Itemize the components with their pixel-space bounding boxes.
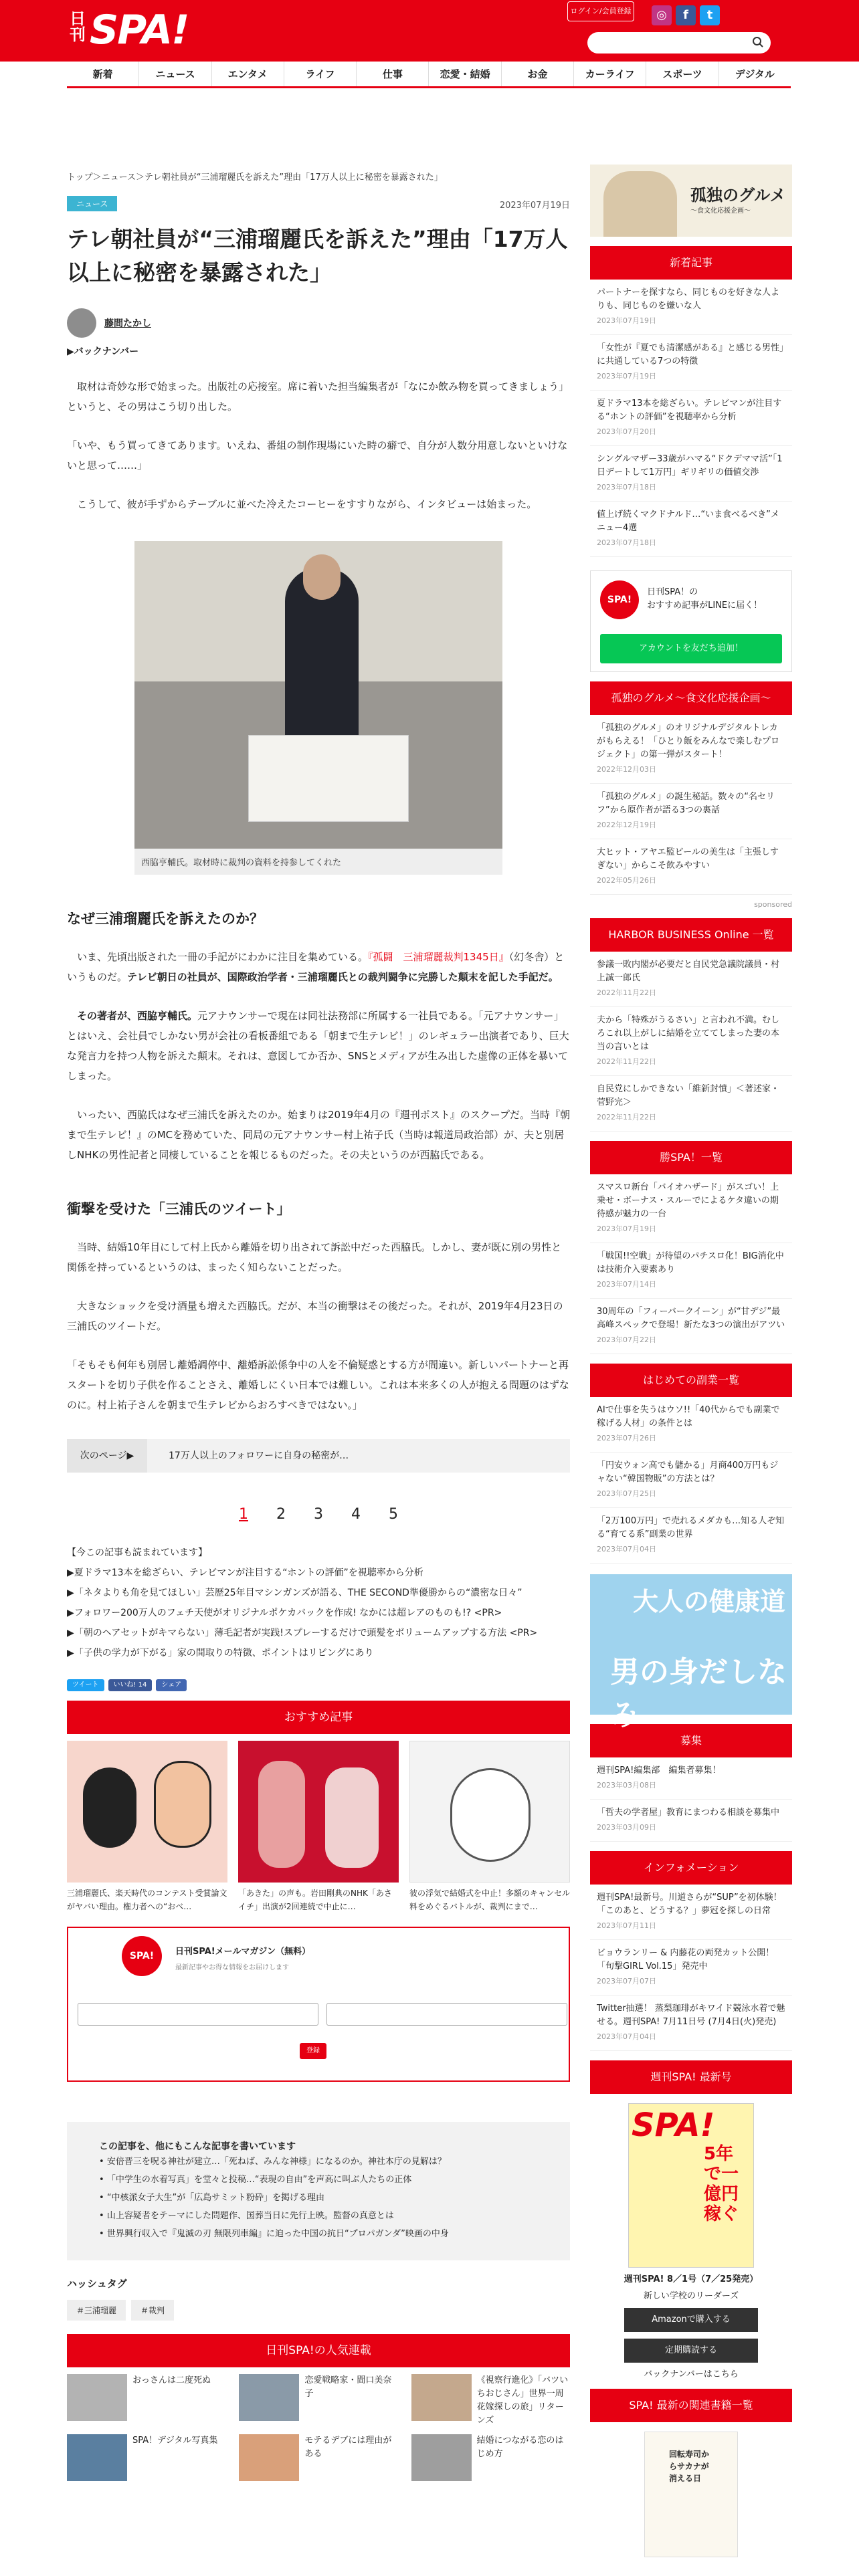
like-button[interactable]: いいね! 14 bbox=[108, 1679, 153, 1691]
recommend-title: 彼の浮気で結婚式を中止！多額のキャンセル料をめぐるバトルが、裁判にまで… bbox=[409, 1889, 571, 1911]
sidebar-article[interactable]: スマスロ新台「バイオハザード」がスゴい！上乗せ・ボーナス・スルーでによるケタ違いの期待感が魅力の一台 2023年07月19日 bbox=[590, 1174, 792, 1243]
article-title: テレ朝社員が“三浦瑠麗氏を訴えた”理由「17万人以上に秘密を暴露された」 bbox=[67, 226, 568, 286]
nav-item-new[interactable]: 新着 bbox=[67, 62, 139, 86]
related-heading: 【今この記事も読まれています】 bbox=[67, 1547, 207, 1558]
recommend-thumbnail bbox=[409, 1741, 570, 1883]
series-item[interactable]: モテるデブには理由がある bbox=[239, 2434, 397, 2481]
next-page-label: 次のページ▶ bbox=[67, 1439, 147, 1473]
book-title: 回転寿司からサカナが消える日 bbox=[669, 2450, 710, 2483]
health-ad-banner[interactable] bbox=[590, 1574, 792, 1732]
nav-item-life[interactable]: ライフ bbox=[284, 62, 357, 86]
paragraph: 「そもそも何年も別居し離婚調停中、離婚訴訟係争中の人を不倫疑惑とする方が間違い。新しいパートナーと再スタートを切り子供を作ることさえ、離婚しにくい日本では難しい。これは本来多くの人が抱える問題のはずなのに。村上祐子さんを朝まで生テレビからおろすべきではない。」 bbox=[67, 1359, 569, 1411]
line-add-friend-button[interactable]: アカウントを友だち追加！ bbox=[600, 634, 782, 663]
logo-small-text: 日刊 bbox=[70, 9, 86, 44]
series-heading: 日刊SPA!の人気連載 bbox=[67, 2334, 570, 2367]
sidebar-article[interactable]: 大ヒット・アヤエ監ビールの美生は「主張しすぎない」からこそ飲みやすい 2022年05月26日 bbox=[590, 839, 792, 895]
spa-logo-icon: SPA! bbox=[600, 580, 639, 619]
buy-amazon-button[interactable]: Amazonで購入する bbox=[624, 2308, 758, 2332]
sidebar-article[interactable]: 夏ドラマ13本を総ざらい。テレビマンが注目する“ホントの評価”を視聴率から分析 2023年07月20日 bbox=[590, 391, 792, 446]
books-heading: SPA! 最新の関連書籍一覧 bbox=[590, 2389, 792, 2422]
newsletter-signup bbox=[67, 1927, 570, 2082]
banner-subtitle: 〜食文化応援企画〜 bbox=[690, 207, 751, 215]
nav-item-carlife[interactable]: カーライフ bbox=[574, 62, 646, 86]
nav-item-entertainment[interactable]: エンタメ bbox=[212, 62, 284, 86]
katsu-heading: 勝SPA！一覧 bbox=[590, 1141, 792, 1174]
books-box bbox=[590, 2389, 792, 2557]
hashtag-chip[interactable]: ＃三浦瑠麗 bbox=[67, 2300, 126, 2321]
sidebar-article[interactable]: 30周年の「フィーバークイーン」が“甘デジ”最高峰スペックで登場！新たな3つの演出がアツい 2023年07月22日 bbox=[590, 1299, 792, 1354]
series-item[interactable]: 《視察行進化》「バツいちおじさん」世界一周花嫁探しの旅」リターンズ bbox=[411, 2374, 570, 2428]
magazine-cover[interactable] bbox=[628, 2103, 754, 2268]
section-heading: 衝撃を受けた「三浦氏のツイート」 bbox=[67, 1201, 291, 1217]
related-link[interactable]: ▶「子供の学力が下がる」家の間取りの特徴、ポイントはリビングにあり bbox=[67, 1648, 374, 1658]
page-link-5[interactable]: 5 bbox=[389, 1506, 398, 1523]
banner-title: 孤独のグルメ bbox=[690, 185, 786, 205]
sidebar-article[interactable]: シングルマザー33歳がハマる“ドクデママ活”「1日デートして1万円」ギリギリの価値交渉 2023年07月18日 bbox=[590, 446, 792, 502]
recruit-box bbox=[590, 1724, 792, 1842]
gourmet-banner[interactable] bbox=[590, 165, 792, 237]
recommend-thumbnail bbox=[67, 1741, 227, 1883]
paragraph: いま、先頃出版された一冊の手記がにわかに注目を集めている。『孤闘 三浦瑠麗裁判1345日』（幻冬舎）というものだ。テレビ朝日の社員が、国際政治学者・三浦瑠麗氏との裁判闘争に完勝した顛末を記した手記だ。 bbox=[67, 951, 565, 983]
recommend-card[interactable] bbox=[67, 1741, 227, 1913]
other-article-link[interactable]: • 山上容疑者をテーマにした問題作、国葬当日に先行上映。監督の真意とは bbox=[99, 2211, 394, 2221]
other-article-link[interactable]: • “中核派女子大生”が「広島サミット粉砕」を掲げる理由 bbox=[99, 2193, 325, 2203]
article-photo bbox=[134, 541, 502, 875]
sidebar-article[interactable]: 「孤独のグルメ」のオリジナルデジタルトレカがもらえる！「ひとり飯をみんなで楽しむプロジェクト」の第一弾がスタート！ 2022年12月03日 bbox=[590, 715, 792, 784]
recommend-thumbnail bbox=[238, 1741, 399, 1883]
sidebar-article[interactable]: 「哲夫の学者屋」教育にまつわる相談を募集中 2023年03月09日 bbox=[590, 1800, 792, 1842]
newsletter-submit-button[interactable]: 登録 bbox=[300, 2043, 326, 2059]
issue-subcaption: 新しい学校のリーダーズ bbox=[643, 2291, 739, 2301]
logo-main-text: SPA! bbox=[90, 7, 189, 53]
paragraph: いったい、西脇氏はなぜ三浦氏を訴えたのか。始まりは2019年4月の『週刊ポスト』のスクープだ。当時『朝まで生テレビ！』のMCを務めていた、同局の元アナウンサー村上祐子氏（当時は報道局政治部）が、夫と別居しNHKの男性記者と同棲していることを報じるものだった。その夫というのが西脇氏である。 bbox=[67, 1109, 570, 1161]
series-item[interactable]: おっさんは二度死ぬ bbox=[67, 2374, 225, 2428]
twitter-icon[interactable]: t bbox=[700, 5, 720, 25]
line-follow-box bbox=[590, 570, 792, 672]
author-avatar bbox=[67, 308, 96, 338]
other-articles-heading: この記事を、他にもこんな記事を書いています bbox=[99, 2141, 296, 2152]
recommend-card[interactable] bbox=[409, 1741, 570, 1913]
backnumber-link[interactable]: ▶バックナンバー bbox=[67, 346, 139, 357]
subscribe-button[interactable]: 定期購読する bbox=[624, 2339, 758, 2363]
cover-logo: SPA! bbox=[632, 2107, 715, 2144]
facebook-icon[interactable]: f bbox=[676, 5, 696, 25]
instagram-icon[interactable]: ◎ bbox=[652, 5, 672, 25]
site-header bbox=[0, 0, 859, 62]
recommend-heading: おすすめ記事 bbox=[67, 1701, 570, 1734]
ad-title-2: 男の身だしなみ bbox=[610, 1655, 787, 1732]
sidebar-article[interactable]: 値上げ続くマクドナルド…“いま食べるべき”メニュー4選 2023年07月18日 bbox=[590, 502, 792, 557]
nav-item-work[interactable]: 仕事 bbox=[357, 62, 429, 86]
page-link-1[interactable]: 1 bbox=[239, 1506, 248, 1523]
page-link-3[interactable]: 3 bbox=[314, 1506, 323, 1523]
newsletter-logo: SPA! bbox=[122, 1936, 162, 1976]
other-article-link[interactable]: • 世界興行収入で『鬼滅の刃 無限列車編』に迫った中国の抗日“プロパガンダ”映画の中身 bbox=[99, 2229, 449, 2239]
new-articles-heading: 新着記事 bbox=[590, 246, 792, 280]
info-box bbox=[590, 1851, 792, 2051]
sidebar-article[interactable]: Twitter抽選！ 蒸梨珈琲がキワイド競泳水着で魅せる。週刊SPA! 7月11日号 (7月4日(火)発売) 2023年07月04日 bbox=[590, 1996, 792, 2051]
new-articles-box bbox=[590, 246, 792, 557]
recruit-heading: 募集 bbox=[590, 1724, 792, 1757]
harbor-box bbox=[590, 918, 792, 1132]
paragraph: 取材は奇妙な形で始まった。出版社の応接室。席に着いた担当編集者が「なにか飲み物を買ってきましょう」というと、その男はこう切り出した。 bbox=[67, 381, 569, 413]
sidebar-article[interactable]: AIで仕事を失うはウソ!!「40代からでも副業で稼げる人材」の条件とは 2023年07月26日 bbox=[590, 1397, 792, 1453]
search-icon[interactable] bbox=[752, 36, 764, 48]
other-article-link[interactable]: • 「中学生の水着写真」を堂々と投稿…“表現の自由”を声高に叫ぶ人たちの正体 bbox=[99, 2175, 412, 2185]
page-link-4[interactable]: 4 bbox=[351, 1506, 361, 1523]
harbor-heading: HARBOR BUSINESS Online 一覧 bbox=[590, 918, 792, 952]
related-link[interactable]: ▶「ネタよりも角を見てほしい」芸歴25年目マシンガンズが語る、THE SECOND準優勝からの“濃密な日々” bbox=[67, 1588, 522, 1598]
sidebar-article[interactable]: 週刊SPA!編集部 編集者募集！ 2023年03月08日 bbox=[590, 1757, 792, 1800]
hashtag-heading: ハッシュタグ bbox=[67, 2278, 127, 2290]
sidebar-article[interactable]: 自民党にしかできない「維新封憤」＜著述家・菅野完＞ 2022年11月22日 bbox=[590, 1076, 792, 1132]
page-link-2[interactable]: 2 bbox=[276, 1506, 286, 1523]
nav-item-love[interactable]: 恋愛・結婚 bbox=[429, 62, 501, 86]
newsletter-select-1[interactable] bbox=[78, 2003, 318, 2026]
article-column bbox=[67, 160, 570, 2481]
photo-image bbox=[134, 541, 502, 849]
author-name-link[interactable]: 藤間たかし bbox=[104, 318, 151, 329]
paragraph: 「いや、もう買ってきてあります。いえね、番組の制作現場にいた時の癖で、自分が人数分用意しないといけないと思って……」 bbox=[67, 439, 568, 471]
hashtag-chip[interactable]: ＃裁判 bbox=[131, 2300, 174, 2321]
fb-share-button[interactable]: シェア bbox=[156, 1679, 187, 1691]
line-text: 日刊SPA！の おすすめ記事がLINEに届く！ bbox=[647, 587, 763, 611]
related-link[interactable]: ▶夏ドラマ13本を総ざらい、テレビマンが注目する“ホントの評価”を視聴率から分析 bbox=[67, 1568, 423, 1578]
book-cover[interactable] bbox=[644, 2432, 738, 2557]
cover-headline: 5年で一億円稼ぐ bbox=[704, 2144, 739, 2224]
weekly-heading: 週刊SPA! 最新号 bbox=[590, 2060, 792, 2094]
photo-caption: 西脇亨輔氏。取材時に裁判の資料を持参してくれた bbox=[134, 849, 502, 875]
weekly-latest-box bbox=[590, 2060, 792, 2379]
backnumber-link[interactable]: バックナンバーはこちら bbox=[644, 2369, 739, 2379]
sidebar-article[interactable]: 夫から「特殊がうるさい」と言われ不満。むしろこれ以上がしに結婚を立ててしまった妻の本当の言いとは 2022年11月22日 bbox=[590, 1007, 792, 1076]
share-buttons bbox=[67, 1679, 570, 1691]
nav-item-news[interactable]: ニュース bbox=[139, 62, 211, 86]
recommend-title: 三浦瑠麗氏、楽天時代のコンテスト受賞論文がヤバい理由。権力者への“おべ… bbox=[67, 1889, 227, 1911]
author-block bbox=[67, 308, 570, 338]
related-articles bbox=[67, 1543, 570, 1663]
recommend-list bbox=[67, 1741, 570, 1913]
newsletter-sub: 最新記事やお得な情報をお届けします bbox=[175, 1964, 289, 1971]
recommend-card[interactable] bbox=[238, 1741, 399, 1913]
next-page-text: 17万人以上のフォロワーに自身の秘密が… bbox=[169, 1451, 349, 1461]
first-side-job-heading: はじめての副業一覧 bbox=[590, 1364, 792, 1397]
author-other-articles bbox=[67, 2122, 570, 2260]
sidebar-article[interactable]: 週刊SPA!最新号。川道さらが“SUP”を初体験！「このあと、どうする？」夢冠を探しの日常 2023年07月11日 bbox=[590, 1885, 792, 1940]
sidebar-article[interactable]: ビョウランリー & 内藤花の両発カット公開！「旬撃GIRL Vol.15」発売中 2023年07月07日 bbox=[590, 1940, 792, 1996]
book-link[interactable]: 『孤闘 三浦瑠麗裁判1345日』 bbox=[368, 951, 509, 963]
sidebar bbox=[590, 165, 792, 2557]
gourmet-box bbox=[590, 681, 792, 909]
katsu-box bbox=[590, 1141, 792, 1354]
related-link[interactable]: ▶「朝のヘアセットがキマらない」薄毛記者が実践!スプレーするだけで頭髪をボリュームアップする方法 <PR> bbox=[67, 1628, 538, 1638]
issue-caption: 週刊SPA! 8／1号（7／25発売） bbox=[624, 2274, 759, 2284]
paragraph: その著者が、西脇亨輔氏。元アナウンサーで現在は同社法務部に所属する一社員である。「元アナウンサー」とはいえ、会社員でしかない男が会社の看板番組である「朝まで生テレビ！」のレギュラー出演者であり、巨大な発言力を持つ人物を訴えた顛末。それは、意図してか否か、SNSとメディアが生み出した虚像の正体を暴いてしまった。 bbox=[67, 1010, 569, 1082]
pagination bbox=[67, 1506, 570, 1523]
first-side-job-box bbox=[590, 1364, 792, 1564]
nav-item-digital[interactable]: デジタル bbox=[735, 68, 775, 80]
tweet-button[interactable]: ツイート bbox=[67, 1679, 104, 1691]
sidebar-article[interactable]: 「円安ウォン高でも儲かる」月商400万円もジャない“韓国物販”の方法とは？ 2023年07月25日 bbox=[590, 1453, 792, 1508]
newsletter-select-2[interactable] bbox=[326, 2003, 567, 2026]
next-page-link[interactable] bbox=[67, 1439, 570, 1473]
category-badge[interactable]: ニュース bbox=[67, 196, 117, 211]
sidebar-article[interactable]: 「孤独のグルメ」の誕生秘話。数々の“名セリフ”から原作者が語る3つの裏話 2022年12月19日 bbox=[590, 784, 792, 839]
sidebar-article[interactable]: パートナーを探すなら、同じものを好きな人よりも、同じものを嫌いな人 2023年07月19日 bbox=[590, 280, 792, 335]
gourmet-heading: 孤独のグルメ〜食文化応援企画〜 bbox=[590, 681, 792, 715]
series-item[interactable]: SPA！デジタル写真集 bbox=[67, 2434, 225, 2481]
sidebar-article[interactable]: 「戦国!!空戦」が待望のパチスロ化！BIG消化中は技術介入要素あり 2023年07月14日 bbox=[590, 1243, 792, 1299]
login-button[interactable]: ログイン/会員登録 bbox=[567, 1, 634, 21]
series-item[interactable]: 恋愛戦略家・間口美奈子 bbox=[239, 2374, 397, 2428]
popular-series bbox=[67, 2334, 570, 2481]
breadcrumb[interactable]: トップ＞ニュース＞テレ朝社員が“三浦瑠麗氏を訴えた”理由「17万人以上に秘密を暴露された」 bbox=[67, 173, 443, 183]
paragraph: こうして、彼が手ずからテーブルに並べた冷えたコーヒーをすすりながら、インタビューは始まった。 bbox=[67, 498, 537, 510]
other-article-link[interactable]: • 安倍晋三を呪る神社が建立…「死ねば、みんな神様」になるのか。神社本庁の見解は？ bbox=[99, 2157, 446, 2167]
section-heading: なぜ三浦瑠麗氏を訴えたのか？ bbox=[67, 911, 264, 927]
nav-item-money[interactable]: お金 bbox=[502, 62, 574, 86]
info-heading: インフォメーション bbox=[590, 1851, 792, 1885]
sponsored-label: sponsored bbox=[754, 900, 792, 909]
paragraph: 当時、結婚10年目にして村上氏から離婚を切り出されて訴訟中だった西脇氏。しかし、妻が既に別の男性と関係を持っているというのは、まったく知らないことだった。 bbox=[67, 1241, 562, 1273]
sidebar-article[interactable]: 参議一敗内閣が必要だと自民党急議院議員・村上誠一郎氏 2022年11月22日 bbox=[590, 952, 792, 1007]
nav-item-sports[interactable]: スポーツ bbox=[646, 62, 719, 86]
sidebar-article[interactable]: 「2万100万円」で売れるメダカも…知る人ぞ知る“育てる系”副業の世界 2023年07月04日 bbox=[590, 1508, 792, 1564]
global-nav bbox=[67, 62, 791, 88]
recommend-title: 「あきた」の声も。岩田剛典のNHK「あさイチ」出演が2回連続で中止に… bbox=[238, 1889, 392, 1911]
series-item[interactable]: 結婚につながる恋のはじめ方 bbox=[411, 2434, 570, 2481]
hashtag-list bbox=[67, 2300, 570, 2321]
related-link[interactable]: ▶フォロワー200万人のフェチ天使がオリジナルポケカバックを作成! なかには超レアのものも!? <PR> bbox=[67, 1608, 502, 1618]
newsletter-title: 日刊SPA!メールマガジン（無料） bbox=[175, 1947, 311, 1957]
paragraph: 大きなショックを受け酒量も増えた西脇氏。だが、本当の衝撃はその後だった。それが、2019年4月23日の三浦氏のツイートだ。 bbox=[67, 1300, 563, 1332]
publish-date: 2023年07月19日 bbox=[499, 201, 570, 211]
search-input[interactable] bbox=[587, 32, 771, 53]
ad-title-1: 大人の健康道 bbox=[632, 1586, 785, 1616]
sidebar-article[interactable]: 「女性が『夏でも清潔感がある』と感じる男性」に共通している7つの特徴 2023年07月19日 bbox=[590, 335, 792, 391]
